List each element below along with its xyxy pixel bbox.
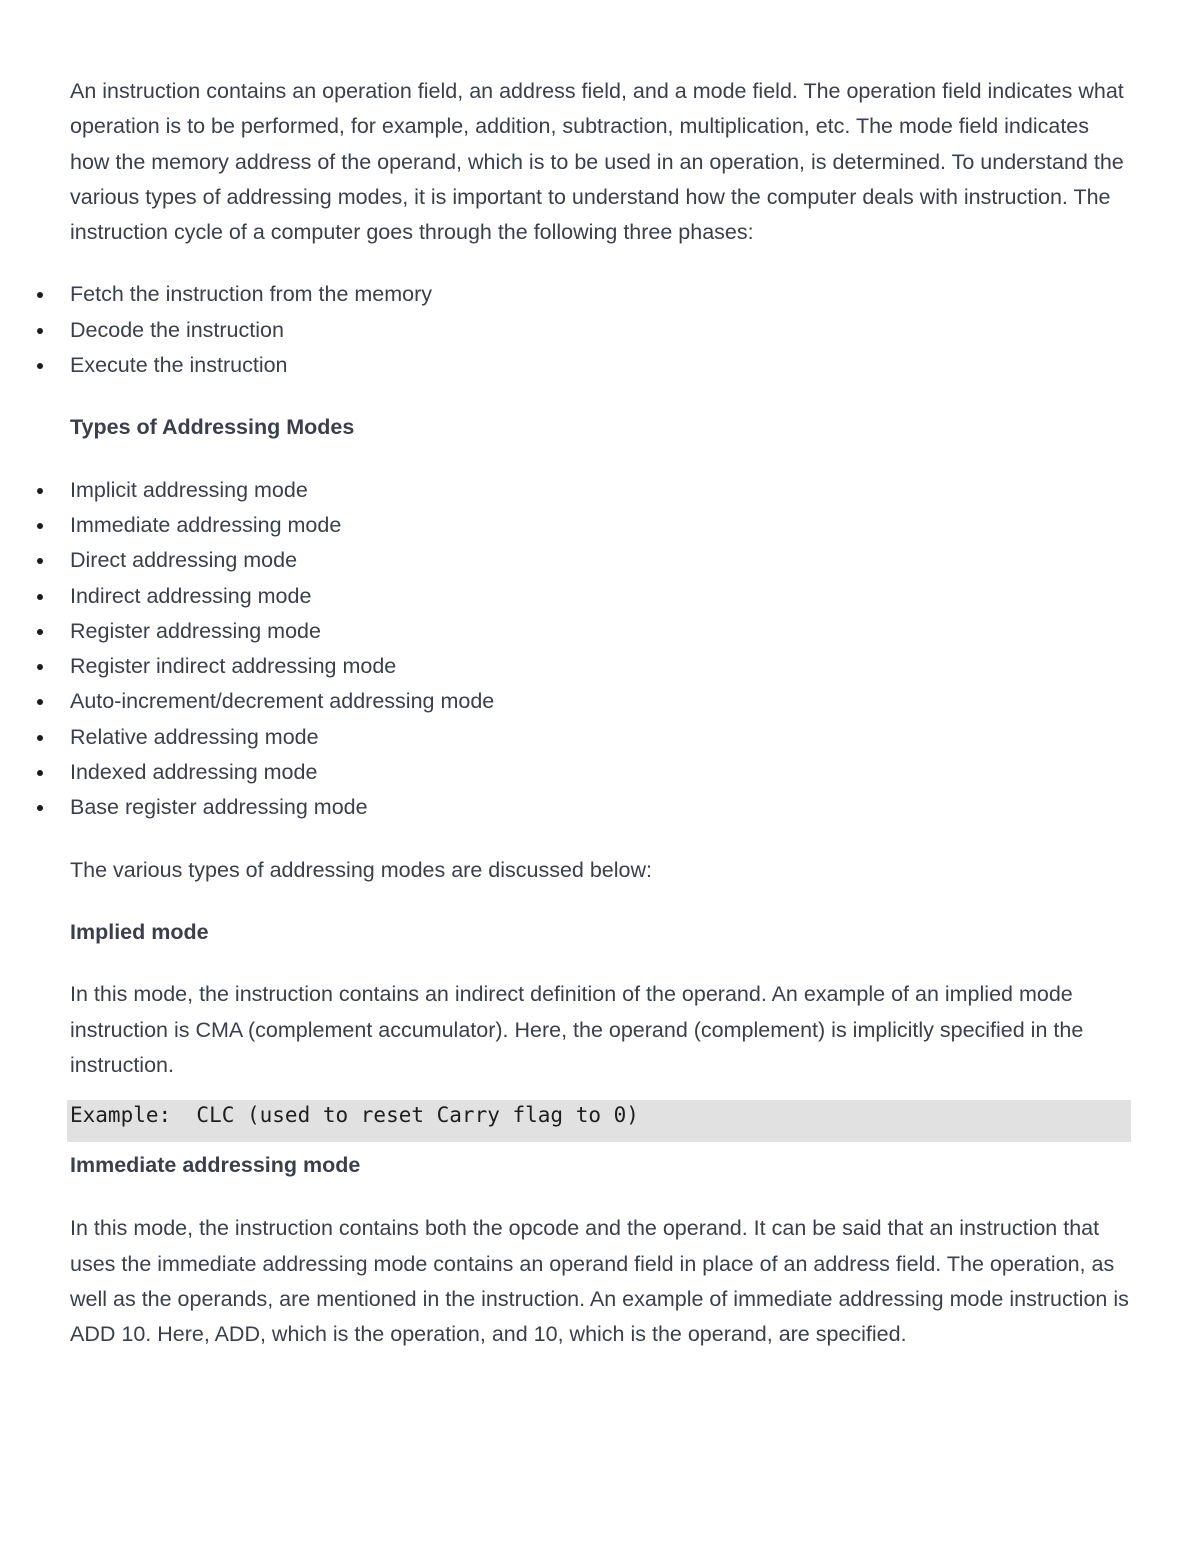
list-item: Decode the instruction (70, 313, 1134, 348)
discussed-paragraph: The various types of addressing modes are discussed below: (70, 857, 653, 882)
immediate-mode-paragraph: In this mode, the instruction contains both the opcode and the operand. It can be said that an instruction that uses the immediate addressing mode contains an operand field in place of an address field. The operation, as well as the operands, are mentioned in the instruction. An example of immediate addressing mode instruction is ADD 10. Here, ADD, which is the operation, and 10, which is the operand, are specified. (70, 1216, 1129, 1347)
intro-paragraph: An instruction contains an operation field, an address field, and a mode field. The operation field indicates what operation is to be performed, for example, addition, subtraction, multiplication, etc. The mode field indicates how the memory address of the operand, which is to be used in an operation, is determined. To understand the various types of addressing modes, it is important to understand how the computer deals with instruction. The instruction cycle of a computer goes through the following three phases: (70, 79, 1124, 245)
code-example-block: Example: CLC (used to reset Carry flag to 0) (67, 1100, 1131, 1142)
modes-list (70, 473, 1134, 826)
phases-list (70, 277, 1134, 383)
list-item: Register indirect addressing mode (70, 649, 1134, 684)
list-item: Indexed addressing mode (70, 755, 1134, 790)
list-item: Auto-increment/decrement addressing mode (70, 684, 1134, 719)
document-page (70, 74, 1134, 1353)
list-item: Register addressing mode (70, 614, 1134, 649)
implied-mode-paragraph: In this mode, the instruction contains an indirect definition of the operand. An example of an implied mode instruction is CMA (complement accumulator). Here, the operand (complement) is implicitly specified in the instruction. (70, 982, 1084, 1077)
immediate-mode-heading: Immediate addressing mode (70, 1153, 361, 1178)
list-item: Fetch the instruction from the memory (70, 277, 1134, 312)
implied-mode-heading: Implied mode (70, 919, 209, 944)
list-item: Direct addressing mode (70, 543, 1134, 578)
list-item: Implicit addressing mode (70, 473, 1134, 508)
list-item: Relative addressing mode (70, 720, 1134, 755)
types-heading: Types of Addressing Modes (70, 415, 355, 440)
list-item: Execute the instruction (70, 348, 1134, 383)
list-item: Immediate addressing mode (70, 508, 1134, 543)
list-item: Indirect addressing mode (70, 579, 1134, 614)
list-item: Base register addressing mode (70, 790, 1134, 825)
